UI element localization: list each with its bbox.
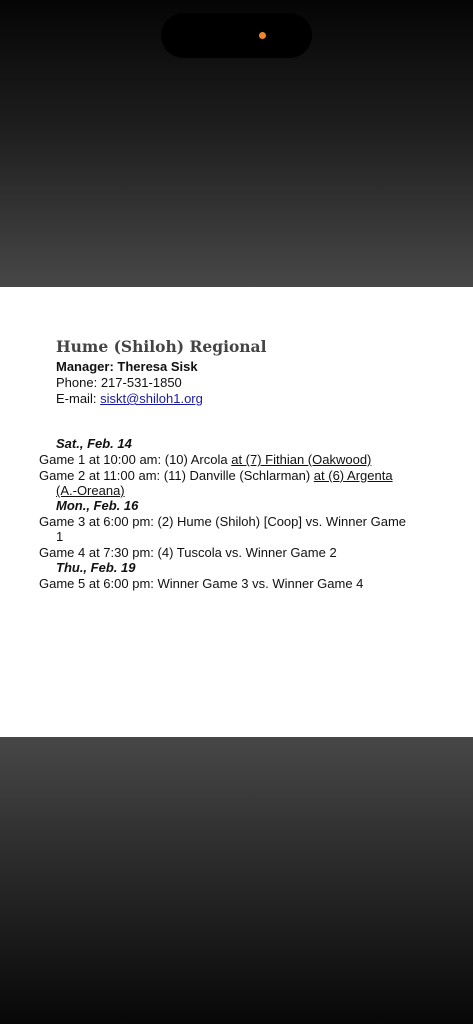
game-2-continuation <box>56 483 125 499</box>
game-3-continuation: 1 <box>56 529 64 544</box>
game-1-text: Game 1 at 10:00 am: (10) Arcola <box>39 452 232 467</box>
game-1-site: at (7) Fithian (Oakwood) <box>231 452 372 467</box>
day-heading-sat: Sat., Feb. 14 <box>56 436 132 451</box>
bottom-backdrop <box>0 737 473 1024</box>
game-5-line: Game 5 at 6:00 pm: Winner Game 3 vs. Winner Game 4 <box>39 576 364 591</box>
day-heading-thu: Thu., Feb. 19 <box>56 560 136 575</box>
game-2-text: Game 2 at 11:00 am: (11) Danville (Schlarman) <box>39 468 314 483</box>
day-heading-mon: Mon., Feb. 16 <box>56 498 139 513</box>
top-backdrop <box>0 0 473 287</box>
game-2-site-cont: (A.-Oreana) <box>56 483 125 498</box>
email-link[interactable]: siskt@shiloh1.org <box>100 391 203 406</box>
manager-line: Manager: Theresa Sisk <box>56 359 198 374</box>
email-label: E-mail: <box>56 391 101 406</box>
dynamic-island <box>161 13 312 58</box>
game-4-line: Game 4 at 7:30 pm: (4) Tuscola vs. Winner Game 2 <box>39 545 337 560</box>
game-2-site: at (6) Argenta <box>313 468 393 483</box>
regional-title: Hume (Shiloh) Regional <box>56 337 267 356</box>
game-2-line <box>39 468 393 484</box>
game-1-line <box>39 452 371 468</box>
phone-line: Phone: 217-531-1850 <box>56 375 182 390</box>
document-page[interactable] <box>0 287 473 737</box>
email-line <box>56 391 203 407</box>
game-3-line: Game 3 at 6:00 pm: (2) Hume (Shiloh) [Coop] vs. Winner Game <box>39 514 407 529</box>
camera-indicator-icon <box>259 32 266 39</box>
